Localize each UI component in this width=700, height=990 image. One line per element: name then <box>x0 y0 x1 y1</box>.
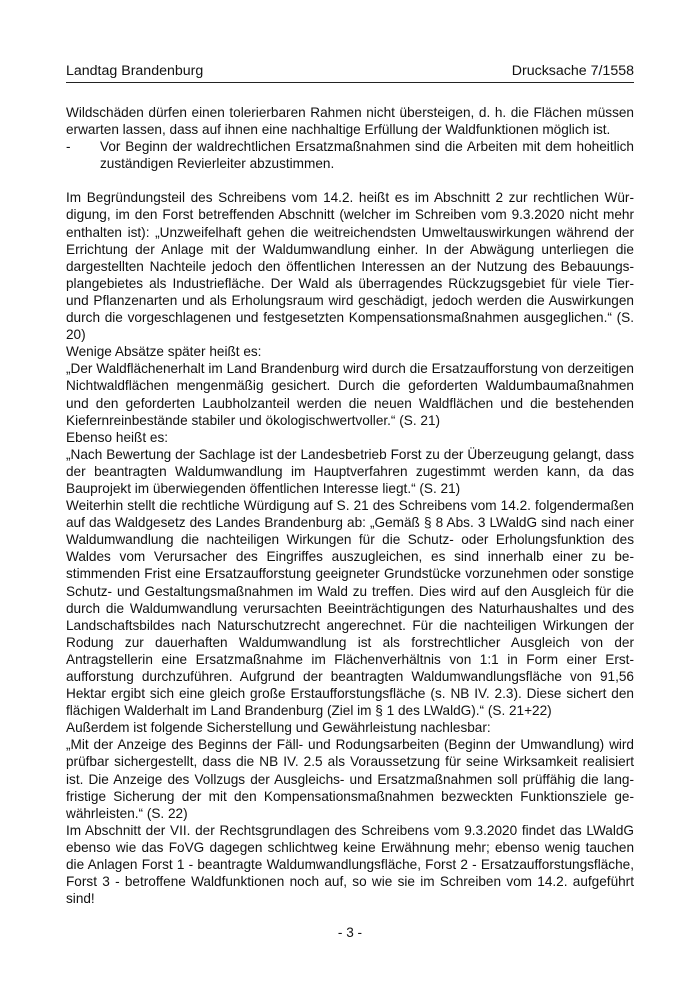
paragraph-1: Wildschäden dürfen einen tolerierbaren Rahmen nicht übersteigen, d. h. die Flächen müssen erwarten lassen, dass auf ihnen eine nachhaltige Erfüllung der Waldfunktionen möglich ist. <box>66 105 634 138</box>
paragraph-8: Außerdem ist folgende Sicherstellung und Gewährleistung nachlesbar: <box>66 720 491 736</box>
paragraph-3: Wenige Absätze später heißt es: <box>66 344 262 360</box>
page-number: - 3 - <box>337 925 363 940</box>
bullet-text: Vor Beginn der waldrechtlichen Ersatzmaßnahmen sind die Arbeiten mit dem hoheitlich zuständigen Revierleiter abzustimmen. <box>100 139 634 172</box>
paragraph-5: Ebenso heißt es: <box>66 429 169 445</box>
paragraph-4: „Der Waldflächenerhalt im Land Brandenburg wird durch die Ersatzaufforstung von derzeitigen Nichtwaldflächen mengenmäßig gesichert. Durch die geforderten Waldumbaumaßnahmen und den geforderten Laubholzanteil werden die neuen Waldflächen und die bestehenden Kiefernreinbestände stabiler und ökologischwertvoller.“ (S. 21) <box>66 361 634 428</box>
paragraph-7: Weiterhin stellt die rechtliche Würdigung auf S. 21 des Schreibens vom 14.2. folgendermaßen auf das Waldgesetz des Landes Brandenburg ab: „Gemäß § 8 Abs. 3 LWaldG sind nach einer Waldumwandlung die nachteiligen Wirkungen für die Schutz- oder Erholungsfunktion des Waldes vom Verursacher des Eingriffes auszugleichen, es sind innerhalb einer zu bestimmenden Frist eine Ersatzaufforstung geeigneter Grundstücke vorzunehmen oder sonstige Schutz- und Gestaltungsmaßnahmen im Wald zu treffen. Dies wird auf den Ausgleich für die durch die Waldumwandlung verursachten Beeinträchtigungen des Naturhaushaltes und des Landschaftsbildes nach Naturschutzrecht angerechnet. Für die nachteiligen Wirkungen der Rodung zur dauerhaften Waldumwandlung ist als forstrechtlicher Ausgleich von der Antragstellerin eine Ersatzmaßnahme im Flächenverhältnis von 1:1 in Form einer Erstaufforstung durchzuführen. Aufgrund der beantragten Waldumwandlungsfläche von 91,56 Hektar ergibt sich eine gleich große Erstaufforstungsfläche (s. NB IV. 2.3). Diese sichert den flächigen Walderhalt im Land Brandenburg (Ziel im § 1 des LWaldG).“ (S. 21+22) <box>66 498 634 719</box>
bullet-dash: - <box>66 139 71 155</box>
page-header <box>66 63 634 83</box>
paragraph-6: „Nach Bewertung der Sachlage ist der Landesbetrieb Forst zu der Überzeugung gelangt, dass der beantragten Waldumwandlung im Hauptverfahren zugestimmt werden kann, da das Bauprojekt im überwiegenden öffentlichen Interesse liegt.“ (S. 21) <box>66 446 634 496</box>
paragraph-10: Im Abschnitt der VII. der Rechtsgrundlagen des Schreibens vom 9.3.2020 findet das LWaldG ebenso wie das FoVG dagegen schlichtweg keine Erwähnung mehr; ebenso wenig tauchen die Anlagen Forst 1 - beantragte Waldumwandlungsfläche, Forst 2 - Ersatzaufforstungsfläche, Forst 3 - betroffene Waldfunktionen noch auf, so wie sie im Schreiben vom 14.2. aufgeführt sind! <box>66 822 634 907</box>
header-parliament: Landtag Brandenburg <box>66 63 204 79</box>
header-document-number: Drucksache 7/1558 <box>511 63 634 79</box>
bullet-item <box>66 138 634 172</box>
document-body <box>66 104 634 907</box>
paragraph-2: Im Begründungsteil des Schreibens vom 14.2. heißt es im Abschnitt 2 zur rechtlichen Würdigung, im den Forst betreffenden Abschnitt (welcher im Schreiben vom 9.3.2020 nicht mehr enthalten ist): „Unzweifelhaft gehen die weitreichendsten Umweltauswirkungen während der Errichtung der Anlage mit der Waldumwandlung einher. In der Abwägung unterliegen die dargestellten Nachteile jedoch den öffentlichen Interessen an der Nutzung des Bebauungsplangebietes als Industriefläche. Der Wald als überragendes Rückzugsgebiet für viele Tier- und Pflanzenarten und als Erholungsraum wird geschädigt, jedoch werden die Auswirkungen durch die vorgeschlagenen und festgesetzten Kompensationsmaßnahmen ausgeglichen.“ (S. 20) <box>66 190 634 343</box>
paragraph-9: „Mit der Anzeige des Beginns der Fäll- und Rodungsarbeiten (Beginn der Umwandlung) wird prüfbar sichergestellt, dass die NB IV. 2.5 als Voraussetzung für seine Wirksamkeit realisiert ist. Die Anzeige des Vollzugs der Ausgleichs- und Ersatzmaßnahmen soll prüffähig die langfristige Sicherung der mit den Kompensationsmaßnahmen bezweckten Funktionsziele gewährleisten.“ (S. 22) <box>66 737 634 821</box>
